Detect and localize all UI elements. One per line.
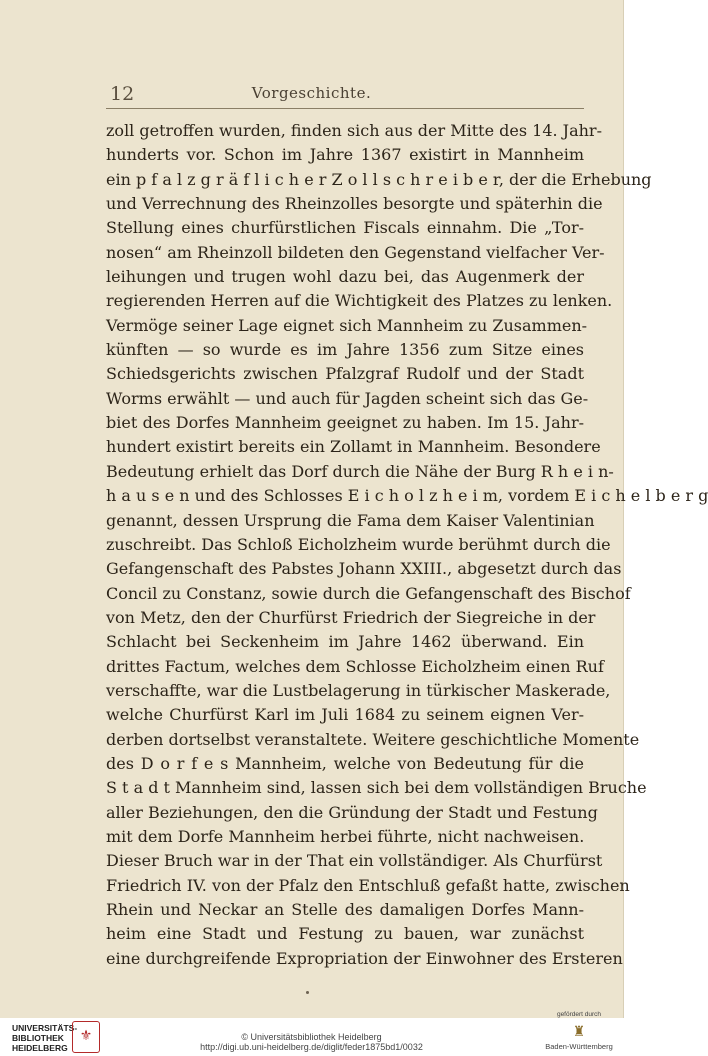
text-line: aller Beziehungen, den die Gründung der Stadt und Festung (106, 802, 598, 822)
text-line: künften — so wurde es im Jahre 1356 zum Sitze eines (106, 340, 584, 360)
running-head: Vorgeschichte. (251, 84, 372, 102)
library-seal-icon: ⚜ (72, 1021, 100, 1053)
text-line: h a u s e n und des Schlosses E i c h o l z h e i m, vordem E i c h e l b e r g (106, 486, 708, 506)
text-line: biet des Dorfes Mannheim geeignet zu haben. Im 15. Jahr- (106, 413, 584, 433)
text-line: zuschreibt. Das Schloß Eicholzheim wurde berühmt durch die (106, 534, 611, 554)
text-line: hundert existirt bereits ein Zollamt in Mannheim. Besondere (106, 437, 601, 457)
text-line: Concil zu Constanz, sowie durch die Gefangenschaft des Bischof (106, 583, 631, 603)
text-line: Dieser Bruch war in der That ein vollständiger. Als Churfürst (106, 851, 603, 871)
copyright-block (0, 1032, 623, 1052)
funder-name: Baden-Württemberg (545, 1042, 613, 1051)
text-line: ein p f a l z g r ä f l i c h e r Z o l l s c h r e i b e r, der die Erhebung (106, 169, 652, 189)
text-line: heim eine Stadt und Festung zu bauen, war zunächst (106, 924, 584, 944)
text-line: Vermöge seiner Lage eignet sich Mannheim zu Zusammen- (106, 315, 588, 335)
text-line: regierenden Herren auf die Wichtigkeit des Platzes zu lenken. (106, 291, 613, 311)
funder-label: gefördert durch (556, 1011, 602, 1018)
text-line: derben dortselbst veranstaltete. Weitere geschichtliche Momente (106, 729, 640, 749)
text-line: Bedeutung erhielt das Dorf durch die Nähe der Burg R h e i n- (106, 461, 614, 481)
text-line: drittes Factum, welches dem Schlosse Eicholzheim einen Ruf (106, 656, 604, 676)
text-line: hunderts vor. Schon im Jahre 1367 existirt in Mannheim (106, 145, 584, 165)
page-number: 12 (110, 83, 135, 105)
text-line: Schiedsgerichts zwischen Pfalzgraf Rudolf und der Stadt (106, 364, 584, 384)
text-line: S t a d t Mannheim sind, lassen sich bei dem vollständigen Bruche (106, 778, 647, 798)
library-logo-text: UNIVERSITÄTS- BIBLIOTHEK HEIDELBERG (12, 1023, 78, 1053)
header-rule (106, 108, 584, 109)
text-line: genannt, dessen Ursprung die Fama dem Kaiser Valentinian (106, 510, 595, 530)
text-line: Gefangenschaft des Pabstes Johann XXIII., abgesetzt durch das (106, 559, 622, 579)
text-line: und Verrechnung des Rheinzolles besorgte und späterhin die (106, 194, 603, 214)
text-line: zoll getroffen wurden, finden sich aus der Mitte des 14. Jahr- (106, 121, 602, 140)
source-url[interactable]: http://digi.ub.uni-heidelberg.de/diglit/feder1875bd1/0032 (200, 1042, 423, 1052)
text-line: Schlacht bei Seckenheim im Jahre 1462 überwand. Ein (106, 632, 584, 652)
copyright-text: © Universitätsbibliothek Heidelberg (241, 1032, 382, 1042)
coat-of-arms-icon: ♜ (572, 1023, 586, 1039)
text-line: eine durchgreifende Expropriation der Einwohner des Ersteren (106, 948, 623, 968)
text-line: mit dem Dorfe Mannheim herbei führte, nicht nachweisen. (106, 826, 585, 846)
text-line: des D o r f e s Mannheim, welche von Bedeutung für die (106, 753, 584, 773)
page-mark (306, 991, 309, 994)
text-line: Rhein und Neckar an Stelle des damaligen Dorfes Mann- (106, 900, 584, 919)
text-line: von Metz, den der Churfürst Friedrich der Siegreiche in der (106, 607, 596, 627)
text-line: Stellung eines churfürstlichen Fiscals einnahm. Die „Tor- (106, 218, 584, 238)
text-line: welche Churfürst Karl im Juli 1684 zu seinem eignen Ver- (106, 705, 584, 725)
funder-block (538, 1011, 620, 1051)
body-text (106, 119, 708, 971)
text-line: verschaffte, war die Lustbelagerung in türkischer Maskerade, (106, 680, 611, 700)
text-line: leihungen und trugen wohl dazu bei, das Augenmerk der (106, 267, 584, 287)
text-line: Friedrich IV. von der Pfalz den Entschluß gefaßt hatte, zwischen (106, 875, 630, 895)
text-line: nosen“ am Rheinzoll bildeten den Gegenstand vielfacher Ver- (106, 242, 605, 262)
text-line: Worms erwählt — und auch für Jagden scheint sich das Ge- (106, 388, 589, 408)
